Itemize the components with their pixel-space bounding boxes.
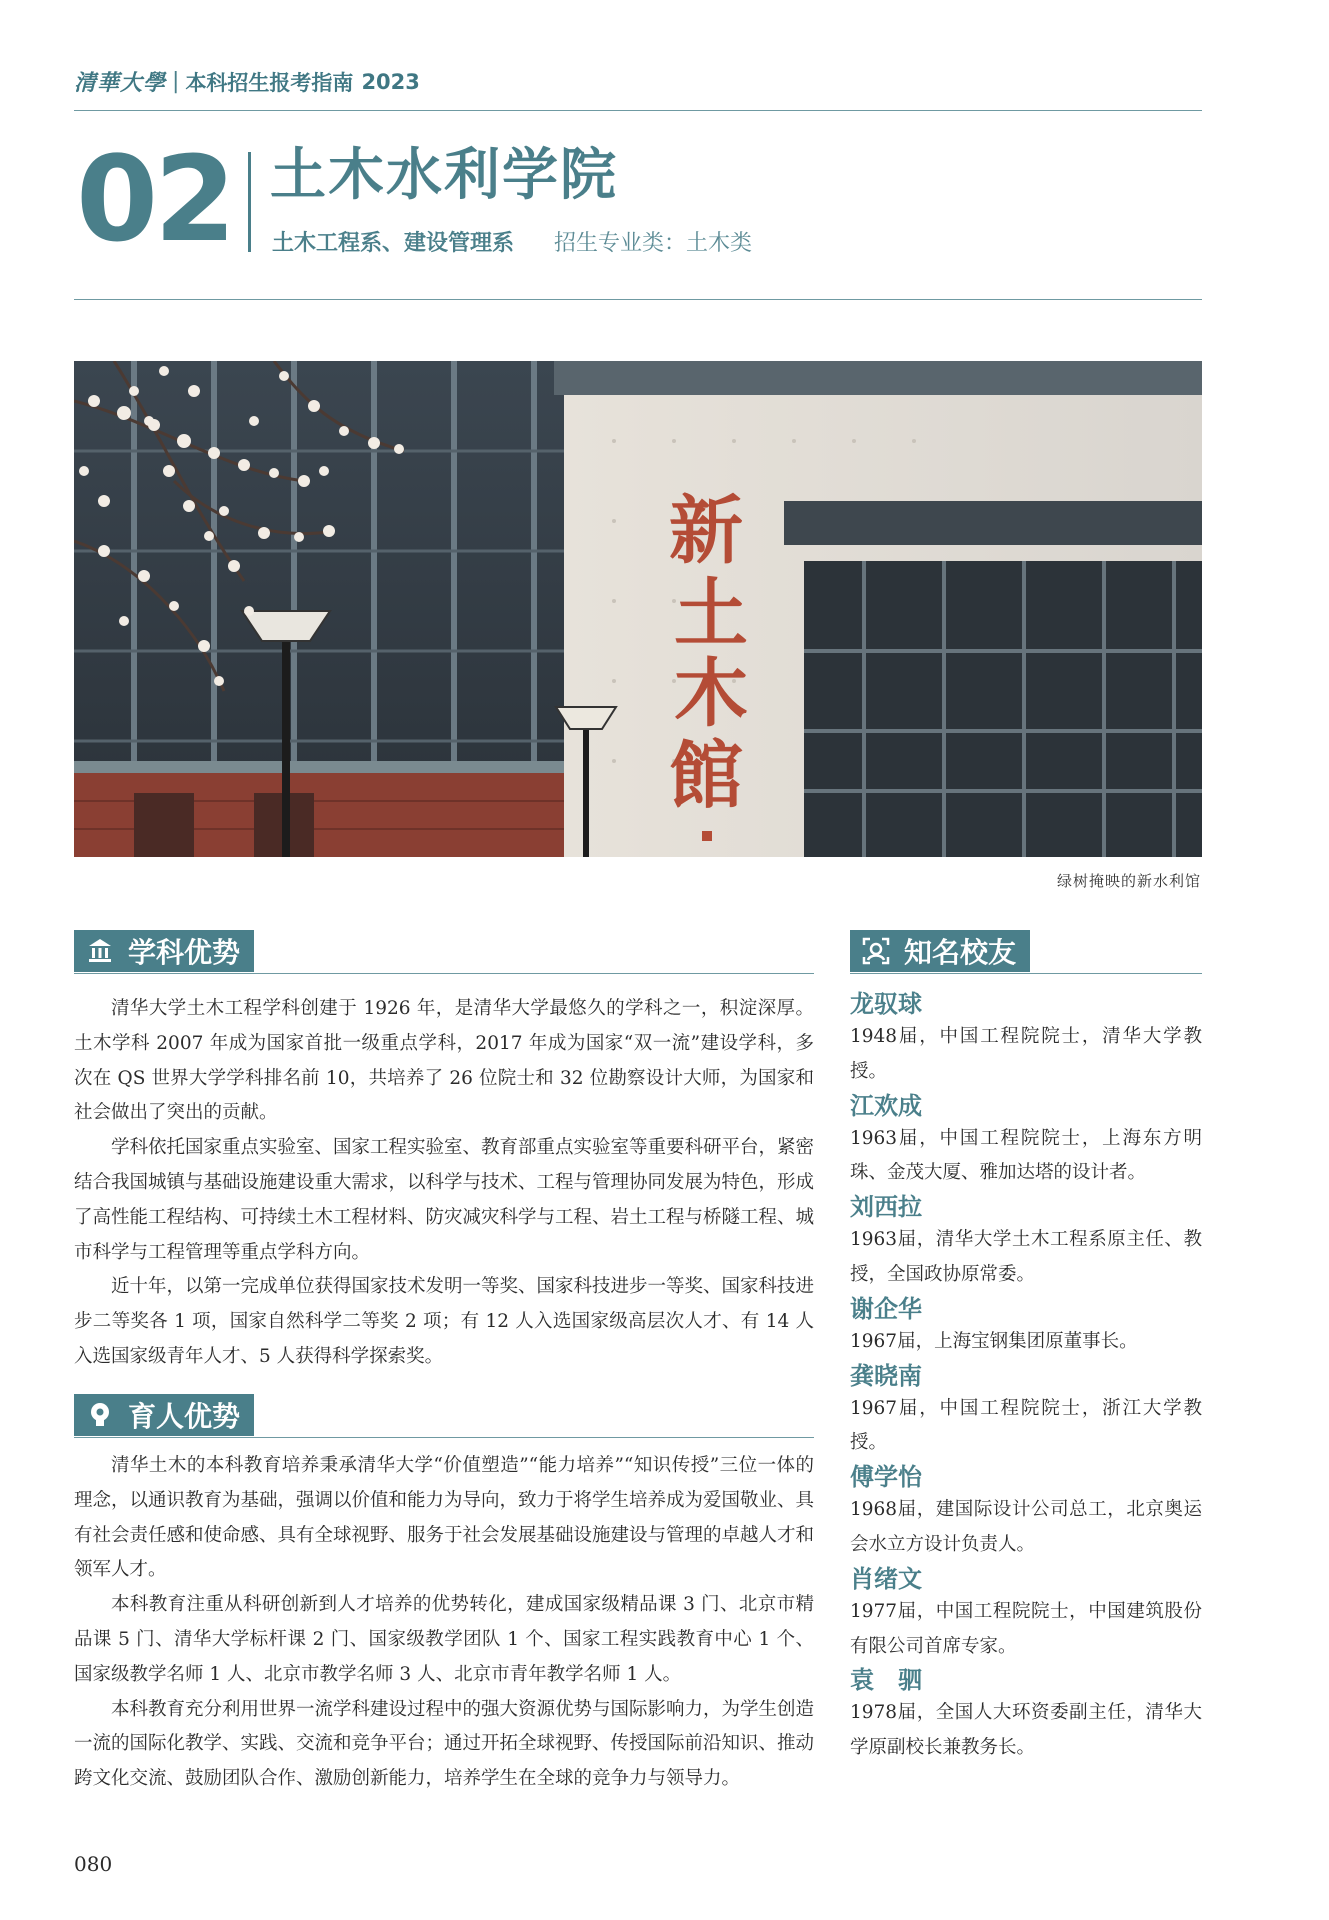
alumni-name: 江欢成 (850, 1090, 922, 1120)
building-sign (669, 488, 748, 841)
building-icon (84, 935, 116, 967)
advantages-paragraph: 学科依托国家重点实验室、国家工程实验室、教育部重点实验室等重要科研平台，紧密结合我国城镇与基础设施建设重大需求，以科学与技术、工程与管理协同发展为特色，形成了高性能工程结构、可持续土木工程材料、防灾减灾科学与工程、岩土工程与桥隧工程、城市科学与工程管理等重点学科方向。 (74, 1137, 815, 1263)
svg-text:木: 木 (674, 651, 748, 737)
alumni-item (850, 1293, 1202, 1360)
school-departments: 土木工程系、建设管理系 (272, 231, 515, 256)
alumni-name: 肖绪文 (850, 1563, 922, 1593)
education-paragraph: 清华土木的本科教育培养秉承清华大学“价值塑造”“能力培养”“知识传授”三位一体的理念，以通识教育为基础，强调以价值和能力为导向，致力于将学生培养成为爱国敬业、具有社会责任感和使命感、具有全球视野、服务于社会发展基础设施建设与管理的卓越人才和领军人才。 (74, 1455, 815, 1581)
alumni-item (850, 1563, 1202, 1665)
alumni-name: 傅学怡 (850, 1462, 922, 1492)
section-alumni-header (850, 930, 1202, 974)
alumni-description: 1967届，上海宝钢集团原董事长。 (850, 1330, 1138, 1352)
header-guide-title: 本科招生报考指南 (185, 70, 354, 95)
section-advantages-header (74, 930, 814, 974)
idea-bulb-icon (84, 1399, 116, 1431)
advantages-text (74, 992, 814, 1375)
alumni-description: 1977届，中国工程院院士，中国建筑股份有限公司首席专家。 (850, 1600, 1202, 1657)
svg-text:新: 新 (669, 488, 743, 574)
section-education-title: 育人优势 (128, 1400, 241, 1433)
alumni-name: 谢企华 (850, 1293, 922, 1323)
building-photo (74, 361, 1202, 857)
tsinghua-logo: 清華大學 (74, 70, 167, 96)
school-name: 土木水利学院 (270, 143, 618, 208)
school-major: 招生专业类：土木类 (554, 231, 753, 256)
svg-text:土: 土 (674, 571, 748, 657)
alumni-name: 袁 驷 (850, 1665, 922, 1695)
header-year: 2023 (361, 69, 420, 94)
alumni-description: 1963届，中国工程院院士，上海东方明珠、金茂大厦、雅加达塔的设计者。 (850, 1127, 1202, 1184)
section-education-tab (74, 1394, 254, 1436)
photo-caption: 绿树掩映的新水利馆 (1056, 872, 1201, 890)
section-alumni-rule (850, 973, 1202, 974)
section-education-rule (74, 1437, 814, 1438)
alumni-list (850, 988, 1202, 1766)
section-advantages-title: 学科优势 (128, 936, 241, 969)
section-alumni-tab (850, 930, 1030, 972)
section-education-header (74, 1394, 814, 1438)
alumni-item (850, 1090, 1202, 1192)
school-number: 02 (76, 130, 233, 268)
header-separator: | (172, 69, 180, 94)
alumni-name: 龙驭球 (850, 989, 922, 1018)
person-focus-icon (860, 935, 892, 967)
header-rule (74, 110, 1202, 111)
title-divider (248, 152, 251, 252)
svg-text:館: 館 (669, 733, 743, 819)
alumni-description: 1968届，建国际设计公司总工，北京奥运会水立方设计负责人。 (850, 1499, 1202, 1555)
section-advantages-rule (74, 973, 814, 974)
school-subtitle (272, 226, 752, 257)
section-alumni-title: 知名校友 (904, 936, 1017, 969)
alumni-description: 1948届，中国工程院院士，清华大学教授。 (850, 1026, 1202, 1082)
alumni-name: 龚晓南 (850, 1360, 922, 1390)
alumni-item (850, 1360, 1202, 1462)
alumni-item (850, 1461, 1202, 1563)
page-number: 080 (74, 1852, 113, 1876)
education-text (74, 1449, 814, 1797)
advantages-paragraph: 近十年，以第一完成单位获得国家技术发明一等奖、国家科技进步一等奖、国家科技进步二等奖各 1 项，国家自然科学二等奖 2 项；有 12 人入选国家级高层次人才、有 14 人入选国家级青年人才、5 人获得科学探索奖。 (74, 1276, 815, 1367)
alumni-item (850, 988, 1202, 1090)
education-paragraph: 本科教育注重从科研创新到人才培养的优势转化，建成国家级精品课 3 门、北京市精品课 5 门、清华大学标杆课 2 门、国家级教学团队 1 个、国家工程实践教育中心 1 个、国家级教学名师 1 人、北京市教学名师 3 人、北京市青年教学名师 1 人。 (74, 1594, 814, 1685)
section-advantages-tab (74, 930, 254, 972)
alumni-description: 1963届，清华大学土木工程系原主任、教授，全国政协原常委。 (850, 1229, 1202, 1285)
alumni-item (850, 1664, 1202, 1766)
alumni-item (850, 1191, 1202, 1293)
education-paragraph: 本科教育充分利用世界一流学科建设过程中的强大资源优势与国际影响力，为学生创造一流的国际化教学、实践、交流和竞争平台；通过开拓全球视野、传授国际前沿知识、推动跨文化交流、鼓励团队合作、激励创新能力，培养学生在全球的竞争力与领导力。 (74, 1698, 815, 1790)
advantages-paragraph: 清华大学土木工程学科创建于 1926 年，是清华大学最悠久的学科之一，积淀深厚。土木学科 2007 年成为国家首批一级重点学科，2017 年成为国家“双一流”建设学科，多次在 QS 世界大学学科排名前 10，共培养了 26 位院士和 32 位勘察设计大师，为国家和社会做出了突出的贡献。 (74, 998, 814, 1124)
running-header (74, 66, 420, 97)
title-rule (74, 299, 1202, 300)
alumni-description: 1978届，全国人大环资委副主任，清华大学原副校长兼教务长。 (850, 1702, 1202, 1759)
alumni-description: 1967届，中国工程院院士，浙江大学教授。 (850, 1397, 1202, 1454)
alumni-name: 刘西拉 (850, 1192, 922, 1222)
